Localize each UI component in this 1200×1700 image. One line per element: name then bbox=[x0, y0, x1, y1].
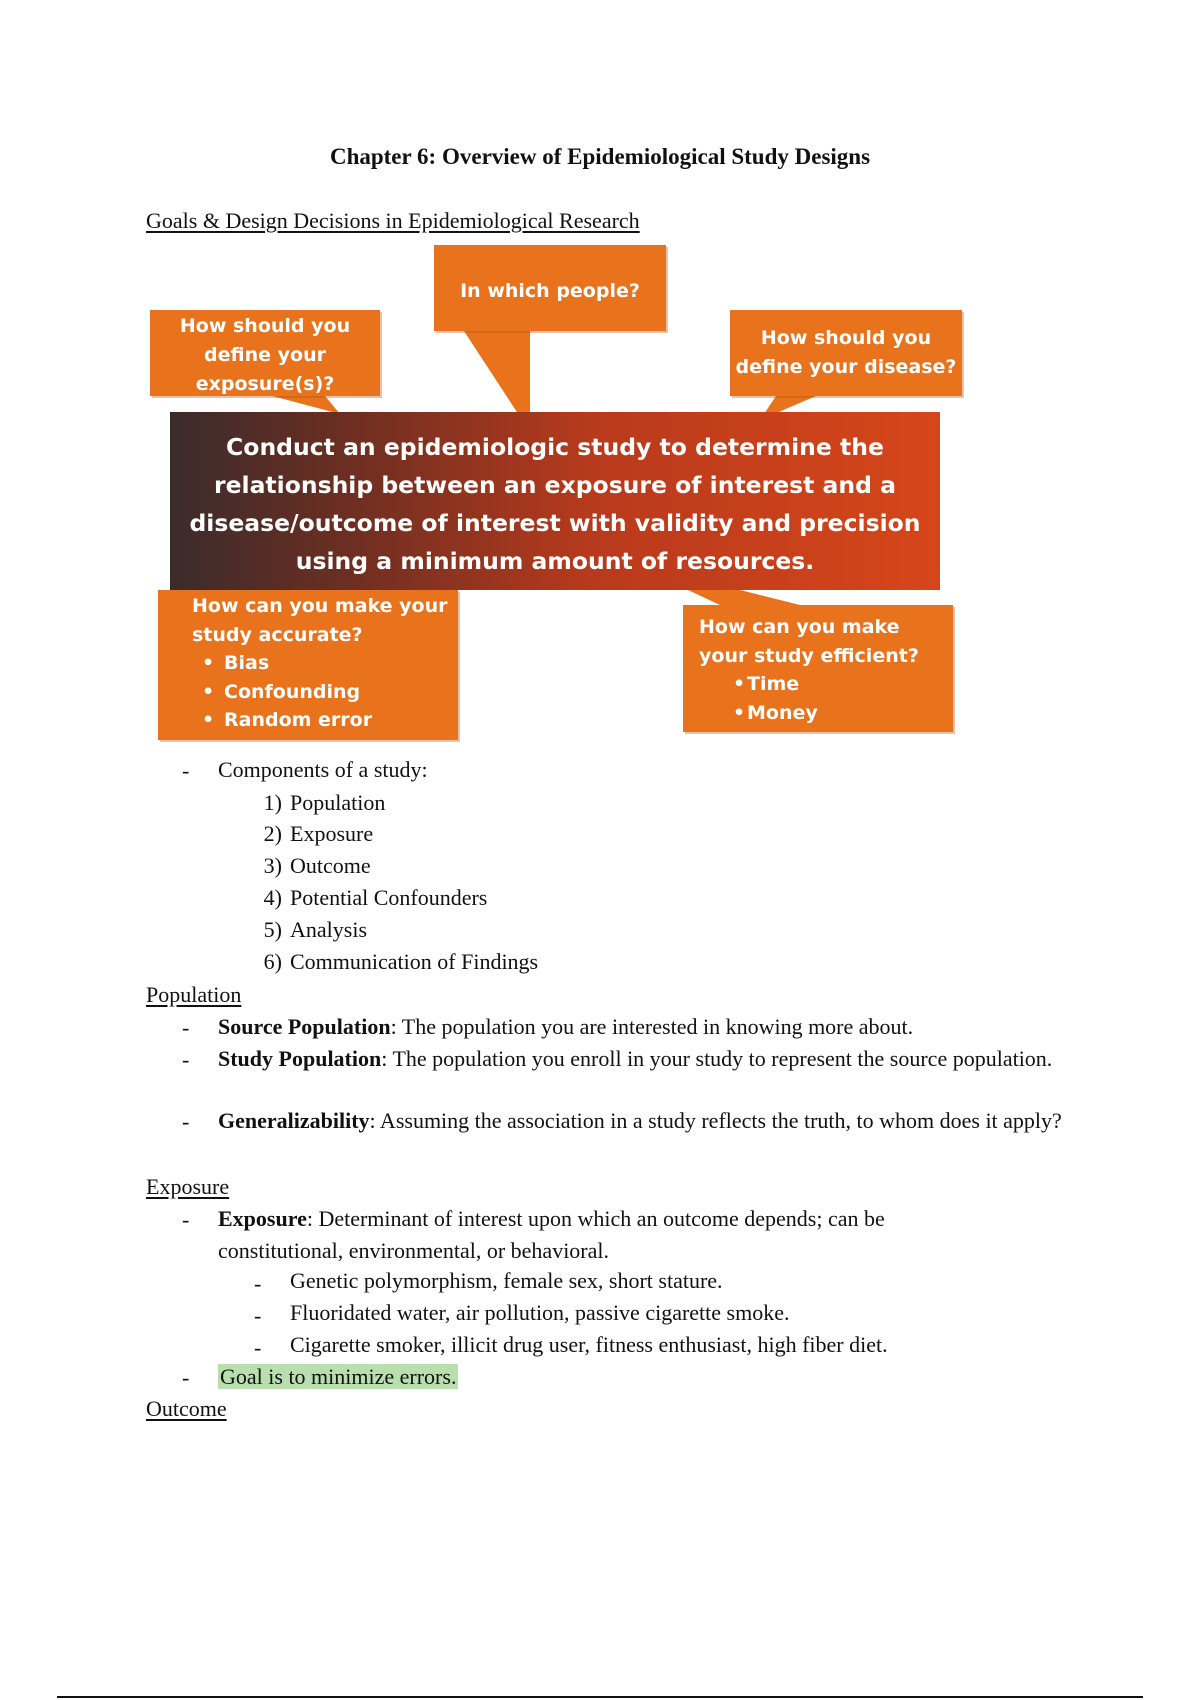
component-number: 5) bbox=[263, 917, 282, 942]
component-item: Population bbox=[290, 790, 386, 815]
component-number: 6) bbox=[263, 949, 282, 974]
box-disease-question-text: How should you define your disease? bbox=[735, 327, 957, 378]
accuracy-item-random-error: • Random error bbox=[192, 706, 448, 735]
population-item-generalizability bbox=[218, 1105, 1098, 1137]
footer-rule bbox=[57, 1696, 1143, 1698]
definition-exposure: : Determinant of interest upon which an outcome depends; can be constitutional, environmental, or behavioral. bbox=[218, 1206, 885, 1263]
accuracy-item-confounding: • Confounding bbox=[192, 678, 448, 707]
bullet-dash: - bbox=[182, 1109, 190, 1134]
population-item-source bbox=[218, 1011, 1098, 1043]
bullet-dash: - bbox=[182, 1015, 190, 1040]
component-item: Analysis bbox=[290, 917, 367, 942]
component-item: Potential Confounders bbox=[290, 885, 488, 910]
box-exposure-question bbox=[150, 310, 380, 396]
component-number: 2) bbox=[263, 821, 282, 846]
bullet-dash: - bbox=[182, 758, 190, 783]
term-generalizability: Generalizability bbox=[218, 1108, 370, 1133]
box-which-people-text: In which people? bbox=[460, 280, 640, 302]
component-item: Exposure bbox=[290, 821, 374, 846]
component-item: Communication of Findings bbox=[290, 949, 539, 974]
design-decisions-diagram bbox=[0, 0, 1200, 760]
bullet-dash: - bbox=[182, 1365, 190, 1390]
term-study-population: Study Population bbox=[218, 1046, 382, 1071]
component-item: Outcome bbox=[290, 853, 371, 878]
central-study-goal-text: Conduct an epidemiologic study to determine the relationship between an exposure of interest and a disease/outcome of interest with validity and precision using a minimum amount of resources. bbox=[189, 433, 921, 575]
component-number: 3) bbox=[263, 853, 282, 878]
accuracy-list bbox=[192, 649, 448, 735]
section-heading-exposure: Exposure bbox=[146, 1174, 230, 1199]
sub-bullet-dash: - bbox=[254, 1335, 262, 1360]
definition-generalizability: : Assuming the association in a study reflects the truth, to whom does it apply? bbox=[369, 1108, 1062, 1133]
term-source-population: Source Population bbox=[218, 1014, 391, 1039]
sub-bullet-dash: - bbox=[254, 1303, 262, 1328]
box-exposure-question-text: How should you define your exposure(s)? bbox=[179, 315, 351, 395]
sub-bullet-dash: - bbox=[254, 1271, 262, 1296]
components-label: Components of a study: bbox=[218, 757, 428, 782]
highlighted-goal-text: Goal is to minimize errors. bbox=[220, 1364, 457, 1389]
definition-study-population: : The population you enroll in your study to represent the source population. bbox=[381, 1046, 1053, 1071]
box-accuracy-question: How can you make your study accurate? bbox=[192, 595, 448, 646]
central-study-goal-banner bbox=[170, 412, 940, 590]
exposure-definition-item bbox=[218, 1203, 978, 1267]
definition-source-population: : The population you are interested in knowing more about. bbox=[390, 1014, 914, 1039]
exposure-example: Genetic polymorphism, female sex, short stature. bbox=[290, 1268, 723, 1293]
box-efficiency-question: How can you make your study efficient? bbox=[699, 616, 919, 667]
goal-note bbox=[218, 1361, 458, 1393]
component-number: 1) bbox=[263, 790, 282, 815]
section-heading-goals: Goals & Design Decisions in Epidemiological Research bbox=[146, 208, 640, 233]
efficiency-item-money: • Money bbox=[719, 699, 943, 728]
efficiency-list bbox=[699, 670, 943, 727]
efficiency-item-time: • Time bbox=[719, 670, 943, 699]
box-disease-question bbox=[730, 310, 962, 396]
box-accuracy bbox=[158, 590, 458, 740]
page-title: Chapter 6: Overview of Epidemiological Study Designs bbox=[329, 144, 871, 169]
section-heading-population: Population bbox=[146, 982, 242, 1007]
accuracy-item-bias: • Bias bbox=[192, 649, 448, 678]
exposure-example: Cigarette smoker, illicit drug user, fitness enthusiast, high fiber diet. bbox=[290, 1332, 888, 1357]
box-efficiency bbox=[683, 605, 953, 732]
section-heading-outcome: Outcome bbox=[146, 1396, 227, 1421]
bullet-dash: - bbox=[182, 1207, 190, 1232]
population-item-study bbox=[218, 1043, 1078, 1075]
component-number: 4) bbox=[263, 885, 282, 910]
bullet-dash: - bbox=[182, 1047, 190, 1072]
exposure-example: Fluoridated water, air pollution, passive cigarette smoke. bbox=[290, 1300, 790, 1325]
box-which-people bbox=[434, 245, 666, 331]
term-exposure: Exposure bbox=[218, 1206, 307, 1231]
